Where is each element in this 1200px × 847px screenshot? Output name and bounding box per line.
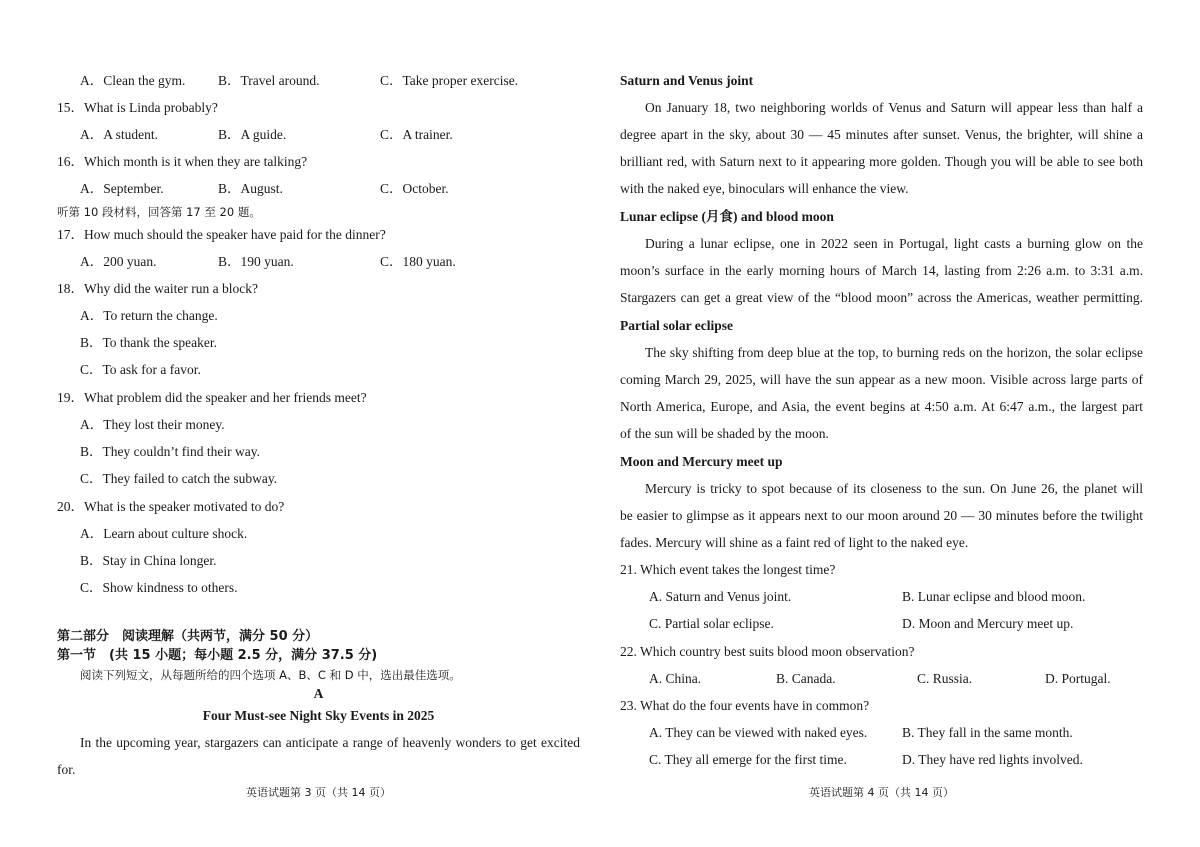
q18-stem: 18．Why did the waiter run a block?	[57, 281, 258, 296]
p2-line-1: During a lunar eclipse, one in 2022 seen in Portugal, light casts a burning glow on the	[645, 236, 1143, 251]
heading-partial-solar-eclipse: Partial solar eclipse	[620, 318, 733, 333]
q21-option-c[interactable]: C. Partial solar eclipse.	[649, 616, 774, 631]
left-footer-text: 英语试题第 3 页（共 14 页）	[246, 786, 391, 799]
q22-option-c[interactable]: C. Russia.	[917, 671, 973, 686]
p3-line-2: coming March 29, 2025, will have the sun appear as a new moon. Visible across large parts of	[620, 372, 1143, 387]
q23-option-c[interactable]: C. They all emerge for the first time.	[649, 752, 847, 767]
q20-option-a[interactable]: A．Learn about culture shock.	[80, 526, 248, 541]
q22-stem: 22. Which country best suits blood moon observation?	[620, 644, 915, 659]
q17-option-a[interactable]: A．200 yuan.	[80, 254, 157, 269]
q19-option-b[interactable]: B．They couldn’t find their way.	[80, 444, 260, 459]
left-footer	[57, 785, 580, 801]
passage-letter-text: A	[313, 686, 324, 701]
heading-lunar-eclipse: Lunar eclipse (月食) and blood moon	[620, 209, 834, 224]
right-footer	[620, 785, 1143, 801]
q18-option-b[interactable]: B．To thank the speaker.	[80, 335, 218, 350]
q21-option-a[interactable]: A. Saturn and Venus joint.	[649, 589, 792, 604]
p2-line-2: moon’s surface in the early morning hours of March 14, lasting from 2:26 a.m. to 3:31 a.m.	[620, 263, 1143, 278]
q16-stem: 16．Which month is it when they are talking?	[57, 154, 308, 169]
right-footer-text: 英语试题第 4 页（共 14 页）	[809, 786, 954, 799]
p1-line-2: degree apart in the sky, about 30 — 45 minutes after sunset. Venus, the brighter, will shine a	[620, 127, 1143, 142]
q20-option-b[interactable]: B．Stay in China longer.	[80, 553, 217, 568]
q19-option-c[interactable]: C．They failed to catch the subway.	[80, 471, 278, 486]
p4-line-2: be easier to glimpse as it appears next to our moon around 20 — 30 minutes before the twilight	[620, 508, 1143, 523]
intro-line-2: for.	[57, 762, 76, 777]
p3-line-4: of the sun will be shaded by the moon.	[620, 426, 829, 441]
q16-option-c[interactable]: C．October.	[380, 181, 449, 196]
q16-option-b[interactable]: B．August.	[218, 181, 283, 196]
p3-line-1: The sky shifting from deep blue at the top, to burning reds on the horizon, the solar eclipse	[645, 345, 1143, 360]
passage-letter	[57, 686, 580, 702]
p2-line-3: Stargazers can get a great view of the “blood moon” across the Americas, weather permitting.	[620, 290, 1143, 305]
q16-option-a[interactable]: A．September.	[80, 181, 164, 196]
q22-option-d[interactable]: D. Portugal.	[1045, 671, 1111, 686]
q17-option-c[interactable]: C．180 yuan.	[380, 254, 456, 269]
q14-option-c[interactable]: C．Take proper exercise.	[380, 73, 519, 88]
part-2-heading: 第二部分 阅读理解（共两节，满分 50 分）	[57, 629, 319, 644]
q18-option-a[interactable]: A．To return the change.	[80, 308, 218, 323]
p1-line-1: On January 18, two neighboring worlds of Venus and Saturn will appear less than half a	[645, 100, 1143, 115]
p4-line-1: Mercury is tricky to spot because of its closeness to the sun. On June 26, the planet will	[645, 481, 1143, 496]
reading-instruction: 阅读下列短文，从每题所给的四个选项 A、B、C 和 D 中，选出最佳选项。	[80, 668, 461, 682]
q21-option-b[interactable]: B. Lunar eclipse and blood moon.	[902, 589, 1086, 604]
passage-title-text: Four Must-see Night Sky Events in 2025	[202, 708, 435, 723]
p1-line-3: brilliant red, with Saturn next to it appearing more golden. Though you will be able to see both	[620, 154, 1143, 169]
material-10-instruction: 听第 10 段材料，回答第 17 至 20 题。	[57, 205, 261, 219]
q21-stem: 21. Which event takes the longest time?	[620, 562, 836, 577]
q20-option-c[interactable]: C．Show kindness to others.	[80, 580, 238, 595]
p1-line-4: with the naked eye, binoculars will enhance the view.	[620, 181, 909, 196]
q14-option-b[interactable]: B．Travel around.	[218, 73, 320, 88]
q20-stem: 20．What is the speaker motivated to do?	[57, 499, 285, 514]
q23-option-a[interactable]: A. They can be viewed with naked eyes.	[649, 725, 868, 740]
q22-option-b[interactable]: B. Canada.	[776, 671, 836, 686]
heading-saturn-venus: Saturn and Venus joint	[620, 73, 754, 88]
q18-option-c[interactable]: C．To ask for a favor.	[80, 362, 201, 377]
section-1-heading: 第一节 (共 15 小题；每小题 2.5 分，满分 37.5 分)	[57, 648, 378, 663]
passage-title	[57, 708, 580, 724]
q15-option-c[interactable]: C．A trainer.	[380, 127, 453, 142]
p4-line-3: fades. Mercury will shine as a faint red of light to the naked eye.	[620, 535, 969, 550]
q17-stem: 17．How much should the speaker have paid for the dinner?	[57, 227, 386, 242]
q23-stem: 23. What do the four events have in common?	[620, 698, 870, 713]
q14-option-a[interactable]: A．Clean the gym.	[80, 73, 186, 88]
heading-moon-mercury: Moon and Mercury meet up	[620, 454, 783, 469]
q17-option-b[interactable]: B．190 yuan.	[218, 254, 294, 269]
q19-stem: 19．What problem did the speaker and her friends meet?	[57, 390, 367, 405]
q23-option-b[interactable]: B. They fall in the same month.	[902, 725, 1073, 740]
q23-option-d[interactable]: D. They have red lights involved.	[902, 752, 1083, 767]
q15-option-b[interactable]: B．A guide.	[218, 127, 287, 142]
q15-stem: 15．What is Linda probably?	[57, 100, 218, 115]
p3-line-3: North America, Europe, and Asia, the event begins at 4:50 a.m. At 6:47 a.m., the largest part	[620, 399, 1143, 414]
q15-option-a[interactable]: A．A student.	[80, 127, 159, 142]
q22-option-a[interactable]: A. China.	[649, 671, 702, 686]
q19-option-a[interactable]: A．They lost their money.	[80, 417, 225, 432]
q21-option-d[interactable]: D. Moon and Mercury meet up.	[902, 616, 1074, 631]
intro-line-1: In the upcoming year, stargazers can anticipate a range of heavenly wonders to get excited	[80, 735, 580, 750]
